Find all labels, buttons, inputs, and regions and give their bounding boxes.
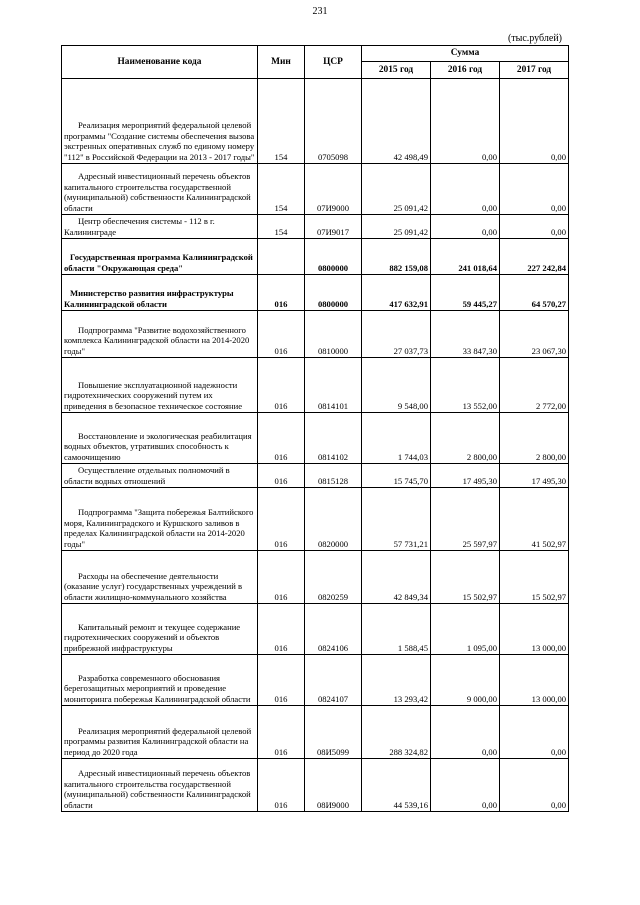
row-name-text: Расходы на обеспечение деятельности (оказание услуг) государственных учреждений в области жилищно-коммунального хозяйства [64,570,243,602]
row-name [62,413,258,464]
table-row [62,239,569,275]
row-name-text: Реализация мероприятий федеральной целевой программы развития Калининградской области на период до 2020 года [64,725,252,757]
table-row [62,413,569,464]
row-amount-2015: 15 745,70 [362,464,431,488]
table-row [62,604,569,655]
row-amount-2015: 25 091,42 [362,215,431,239]
row-amount-2017: 0,00 [500,706,569,759]
row-min: 016 [258,464,305,488]
row-amount-2015: 44 539,16 [362,759,431,812]
row-amount-2016: 59 445,27 [431,275,500,311]
page-number: 231 [312,6,328,17]
row-amount-2017: 2 772,00 [500,358,569,413]
row-amount-2016: 9 000,00 [431,655,500,706]
row-amount-2017: 227 242,84 [500,239,569,275]
row-amount-2017: 2 800,00 [500,413,569,464]
row-csr: 0814102 [305,413,362,464]
row-amount-2015: 417 632,91 [362,275,431,311]
row-csr: 0820259 [305,551,362,604]
row-amount-2015: 57 731,21 [362,488,431,551]
row-csr: 0824106 [305,604,362,655]
table-row [62,275,569,311]
row-min: 016 [258,706,305,759]
row-name-text: Подпрограмма "Развитие водохозяйственного комплекса Калининградской области на 2014-2020 годы" [64,324,250,356]
row-min [258,239,305,275]
row-amount-2016: 0,00 [431,706,500,759]
row-amount-2016: 0,00 [431,164,500,215]
row-amount-2015: 1 744,03 [362,413,431,464]
row-amount-2015: 42 849,34 [362,551,431,604]
table-row [62,79,569,164]
row-amount-2017: 0,00 [500,759,569,812]
row-amount-2015: 42 498,49 [362,79,431,164]
row-name-text: Центр обеспечения системы - 112 в г. Калининграде [64,216,215,237]
row-name-text: Капитальный ремонт и текущее содержание гидротехнических сооружений и объектов прибрежной инфраструктуры [64,621,241,653]
row-amount-2015: 1 588,45 [362,604,431,655]
row-csr: 07И9017 [305,215,362,239]
header-name: Наименование кода [62,46,258,79]
row-name [62,464,258,488]
row-name [62,275,258,311]
row-amount-2015: 13 293,42 [362,655,431,706]
row-min: 154 [258,79,305,164]
table-row [62,464,569,488]
row-min: 154 [258,164,305,215]
row-name-text: Государственная программа Калининградской области "Окружающая среда" [64,252,253,273]
row-csr: 0810000 [305,311,362,358]
row-name [62,358,258,413]
row-name-text: Адресный инвестиционный перечень объектов капитального строительства государственной (муниципальной) собственности Калининградской области [64,171,251,213]
row-csr: 0800000 [305,275,362,311]
row-csr: 07И9000 [305,164,362,215]
table-row [62,759,569,812]
row-amount-2015: 288 324,82 [362,706,431,759]
row-amount-2016: 15 502,97 [431,551,500,604]
row-name [62,311,258,358]
row-name [62,215,258,239]
row-min: 016 [258,759,305,812]
header-min: Мин [258,46,305,79]
row-csr: 08И9000 [305,759,362,812]
row-amount-2016: 33 847,30 [431,311,500,358]
table-body [62,79,569,812]
row-amount-2016: 0,00 [431,759,500,812]
row-amount-2015: 25 091,42 [362,164,431,215]
units-label: (тыс.рублей) [507,33,562,44]
row-name [62,79,258,164]
row-csr: 0820000 [305,488,362,551]
table-header [62,46,569,79]
row-min: 016 [258,358,305,413]
row-name-text: Реализация мероприятий федеральной целевой программы "Создание системы обеспечения вызова экстренных оперативных служб по единому номеру "112" в Российской Федерации на 2013 - 2017 годы" [64,120,255,162]
table-row [62,215,569,239]
row-amount-2015: 882 159,08 [362,239,431,275]
table-row [62,164,569,215]
row-csr: 0705098 [305,79,362,164]
table-row [62,655,569,706]
row-amount-2017: 0,00 [500,164,569,215]
row-csr: 0824107 [305,655,362,706]
budget-table [61,45,569,812]
table-row [62,706,569,759]
row-amount-2016: 1 095,00 [431,604,500,655]
row-name [62,239,258,275]
row-amount-2016: 0,00 [431,79,500,164]
row-min: 016 [258,551,305,604]
row-amount-2017: 0,00 [500,79,569,164]
row-amount-2016: 17 495,30 [431,464,500,488]
row-amount-2016: 241 018,64 [431,239,500,275]
header-csr: ЦСР [305,46,362,79]
row-amount-2016: 2 800,00 [431,413,500,464]
row-name-text: Адресный инвестиционный перечень объектов капитального строительства государственной (муниципальной) собственности Калининградской области [64,768,251,810]
header-year-2016: 2016 год [431,62,500,79]
row-amount-2015: 9 548,00 [362,358,431,413]
row-amount-2017: 0,00 [500,215,569,239]
row-amount-2017: 17 495,30 [500,464,569,488]
row-min: 016 [258,604,305,655]
row-min: 016 [258,275,305,311]
header-sum: Сумма [362,46,569,62]
row-name-text: Министерство развития инфраструктуры Калининградской области [64,288,234,309]
row-min: 154 [258,215,305,239]
row-csr: 0815128 [305,464,362,488]
row-amount-2016: 13 552,00 [431,358,500,413]
row-min: 016 [258,655,305,706]
row-amount-2016: 0,00 [431,215,500,239]
row-amount-2017: 23 067,30 [500,311,569,358]
row-name [62,551,258,604]
table-row [62,488,569,551]
row-amount-2015: 27 037,73 [362,311,431,358]
row-min: 016 [258,311,305,358]
row-name [62,604,258,655]
row-name [62,164,258,215]
row-min: 016 [258,413,305,464]
row-amount-2017: 15 502,97 [500,551,569,604]
row-csr: 08И5099 [305,706,362,759]
row-amount-2016: 25 597,97 [431,488,500,551]
table-row [62,311,569,358]
row-name [62,488,258,551]
row-amount-2017: 13 000,00 [500,655,569,706]
row-name [62,706,258,759]
row-amount-2017: 41 502,97 [500,488,569,551]
header-year-2015: 2015 год [362,62,431,79]
row-min: 016 [258,488,305,551]
row-amount-2017: 13 000,00 [500,604,569,655]
row-name-text: Подпрограмма "Защита побережья Балтийского моря, Калининградского и Куршского заливов в пределах Калининградской области на 2014-2020 годы" [64,507,254,549]
row-name-text: Разработка современного обоснования берегозащитных мероприятий и проведение мониторинга побережья Калининградской области [64,672,251,704]
table-row [62,551,569,604]
row-name-text: Повышение эксплуатационной надежности гидротехнических сооружений путем их приведения в безопасное техническое состояние [64,379,243,411]
table-row [62,358,569,413]
row-name-text: Восстановление и экологическая реабилитация водных объектов, утративших способность к самоочищению [64,430,252,462]
row-name [62,655,258,706]
row-csr: 0814101 [305,358,362,413]
row-name [62,759,258,812]
header-year-2017: 2017 год [500,62,569,79]
row-csr: 0800000 [305,239,362,275]
row-name-text: Осуществление отдельных полномочий в области водных отношений [64,465,230,486]
row-amount-2017: 64 570,27 [500,275,569,311]
